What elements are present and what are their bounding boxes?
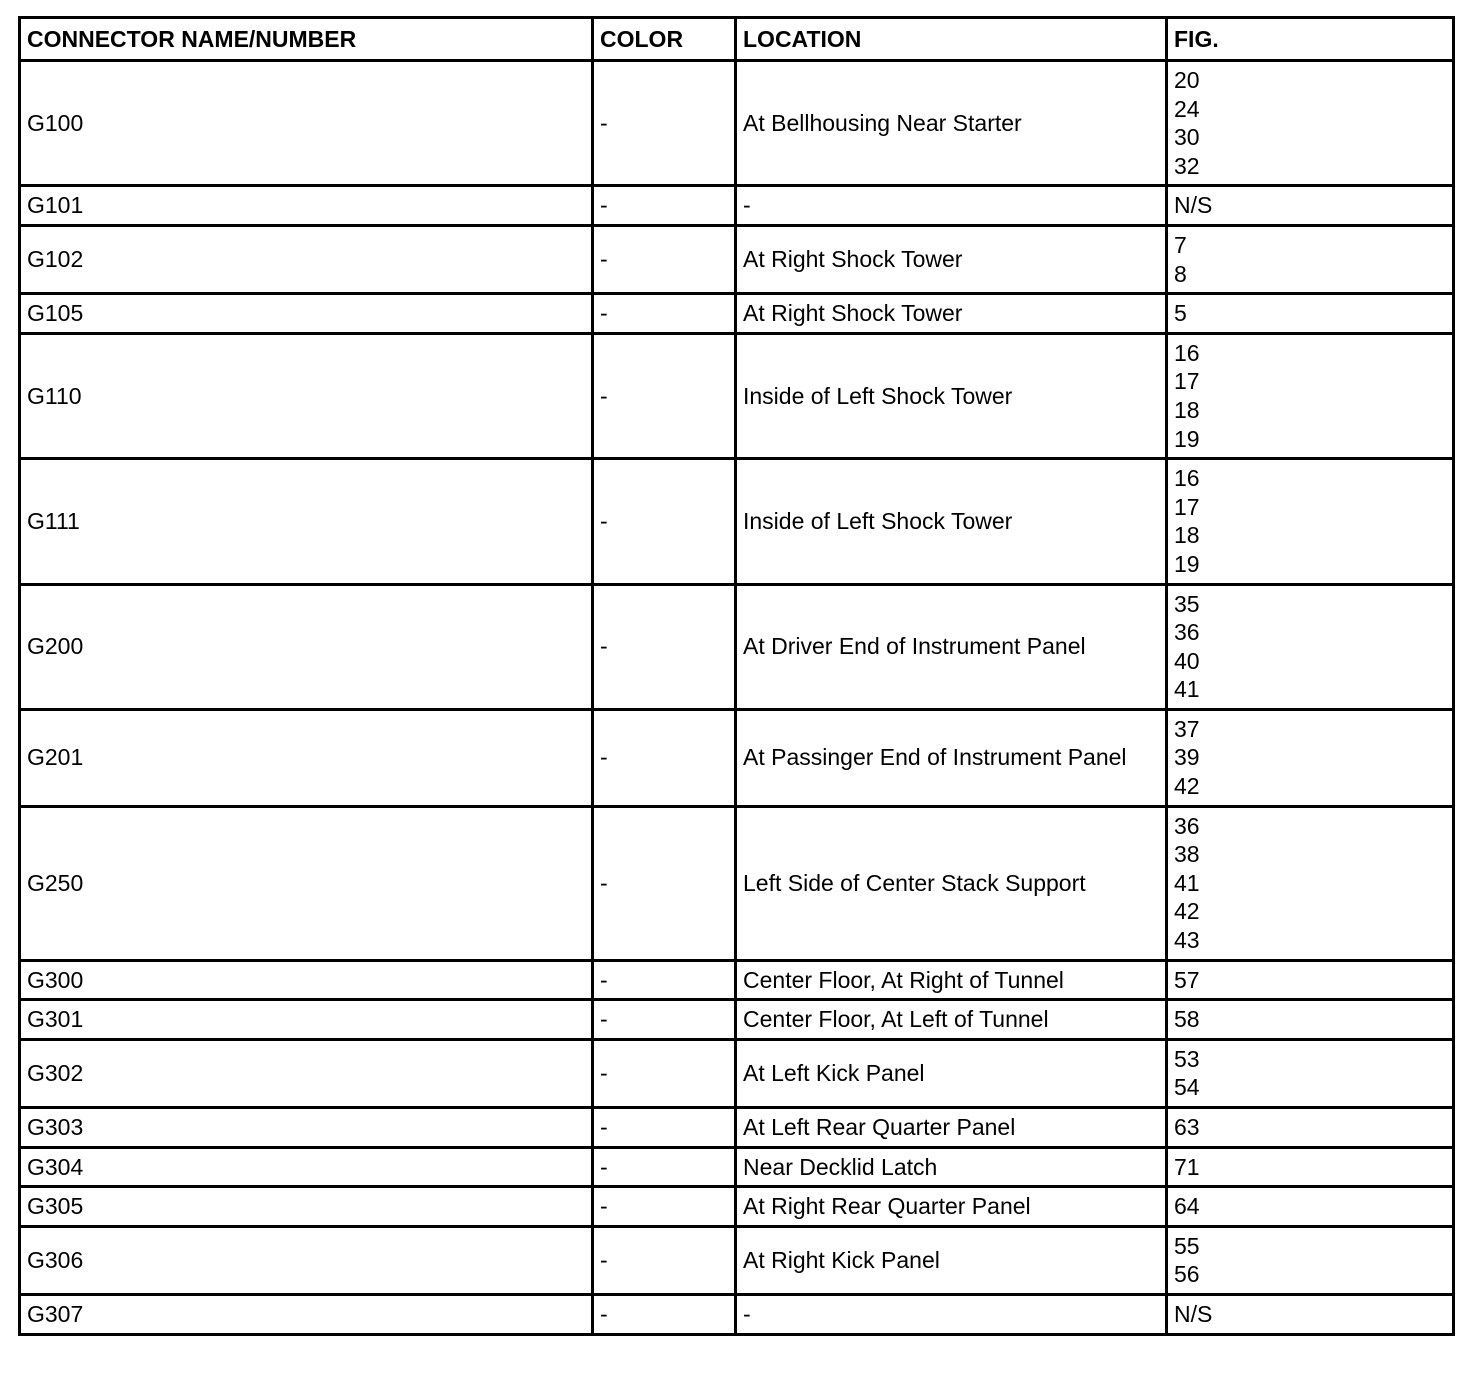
header-fig: FIG.	[1167, 18, 1454, 61]
table-row	[20, 1226, 1454, 1294]
header-color: COLOR	[593, 18, 736, 61]
connector-name-cell: G306	[20, 1226, 593, 1294]
fig-number: 54	[1174, 1074, 1200, 1101]
fig-cell	[1167, 61, 1454, 186]
fig-number: 36	[1174, 812, 1200, 839]
connector-name-cell: G110	[20, 333, 593, 458]
color-cell: -	[593, 1039, 736, 1107]
location-cell: Inside of Left Shock Tower	[736, 459, 1167, 584]
fig-cell	[1167, 459, 1454, 584]
location-cell: At Bellhousing Near Starter	[736, 61, 1167, 186]
fig-number: 38	[1174, 841, 1200, 868]
table-header	[20, 18, 1454, 61]
color-cell: -	[593, 459, 736, 584]
table-row	[20, 709, 1454, 806]
location-cell: At Passinger End of Instrument Panel	[736, 709, 1167, 806]
connector-name-cell: G250	[20, 806, 593, 960]
fig-cell	[1167, 186, 1454, 226]
fig-number: 58	[1174, 1006, 1200, 1033]
fig-number: 42	[1174, 898, 1200, 925]
location-cell: At Right Shock Tower	[736, 225, 1167, 293]
location-cell: -	[736, 186, 1167, 226]
fig-number: 30	[1174, 124, 1200, 151]
table-row	[20, 1000, 1454, 1040]
fig-number: 32	[1174, 152, 1200, 179]
fig-number: 19	[1174, 550, 1200, 577]
connector-name-cell: G307	[20, 1294, 593, 1334]
color-cell: -	[593, 333, 736, 458]
fig-number: 18	[1174, 396, 1200, 423]
fig-number: 24	[1174, 95, 1200, 122]
color-cell: -	[593, 186, 736, 226]
location-cell: Near Decklid Latch	[736, 1147, 1167, 1187]
fig-cell	[1167, 960, 1454, 1000]
connector-name-cell: G300	[20, 960, 593, 1000]
fig-cell	[1167, 584, 1454, 709]
color-cell: -	[593, 1147, 736, 1187]
fig-number: 64	[1174, 1193, 1200, 1220]
location-cell: Inside of Left Shock Tower	[736, 333, 1167, 458]
fig-number: N/S	[1174, 192, 1213, 219]
fig-number: 53	[1174, 1045, 1200, 1072]
fig-cell	[1167, 709, 1454, 806]
connector-name-cell: G101	[20, 186, 593, 226]
fig-number: 42	[1174, 773, 1200, 800]
table-row	[20, 186, 1454, 226]
color-cell: -	[593, 1226, 736, 1294]
fig-cell	[1167, 1108, 1454, 1148]
color-cell: -	[593, 294, 736, 334]
fig-cell	[1167, 1187, 1454, 1227]
fig-cell	[1167, 1000, 1454, 1040]
fig-cell	[1167, 225, 1454, 293]
color-cell: -	[593, 225, 736, 293]
table-row	[20, 1039, 1454, 1107]
connector-name-cell: G111	[20, 459, 593, 584]
fig-number: 40	[1174, 647, 1200, 674]
location-cell: At Driver End of Instrument Panel	[736, 584, 1167, 709]
location-cell: At Right Rear Quarter Panel	[736, 1187, 1167, 1227]
fig-number: 55	[1174, 1232, 1200, 1259]
header-connector-name: CONNECTOR NAME/NUMBER	[20, 18, 593, 61]
fig-cell	[1167, 806, 1454, 960]
fig-number: 43	[1174, 927, 1200, 954]
table-row	[20, 1147, 1454, 1187]
table-row	[20, 294, 1454, 334]
table-row	[20, 806, 1454, 960]
fig-number: 17	[1174, 493, 1200, 520]
table-row	[20, 333, 1454, 458]
fig-cell	[1167, 294, 1454, 334]
fig-number: 18	[1174, 522, 1200, 549]
color-cell: -	[593, 709, 736, 806]
color-cell: -	[593, 1000, 736, 1040]
fig-number: 7	[1174, 231, 1187, 258]
fig-cell	[1167, 1147, 1454, 1187]
fig-cell	[1167, 333, 1454, 458]
fig-number: 17	[1174, 368, 1200, 395]
table-row	[20, 1187, 1454, 1227]
location-cell: Center Floor, At Right of Tunnel	[736, 960, 1167, 1000]
color-cell: -	[593, 806, 736, 960]
fig-cell	[1167, 1039, 1454, 1107]
color-cell: -	[593, 1108, 736, 1148]
connector-name-cell: G100	[20, 61, 593, 186]
fig-number: 41	[1174, 869, 1200, 896]
connector-table	[18, 16, 1455, 1336]
location-cell: At Left Rear Quarter Panel	[736, 1108, 1167, 1148]
fig-number: 57	[1174, 966, 1200, 993]
table-body	[20, 61, 1454, 1335]
fig-number: 39	[1174, 744, 1200, 771]
location-cell: At Right Shock Tower	[736, 294, 1167, 334]
connector-name-cell: G105	[20, 294, 593, 334]
table-row	[20, 61, 1454, 186]
table-row	[20, 225, 1454, 293]
connector-name-cell: G200	[20, 584, 593, 709]
location-cell: Center Floor, At Left of Tunnel	[736, 1000, 1167, 1040]
connector-name-cell: G305	[20, 1187, 593, 1227]
color-cell: -	[593, 1187, 736, 1227]
fig-number: 35	[1174, 590, 1200, 617]
table-row	[20, 1294, 1454, 1334]
connector-name-cell: G304	[20, 1147, 593, 1187]
connector-name-cell: G102	[20, 225, 593, 293]
table-row	[20, 584, 1454, 709]
fig-number: 36	[1174, 619, 1200, 646]
connector-name-cell: G303	[20, 1108, 593, 1148]
location-cell: Left Side of Center Stack Support	[736, 806, 1167, 960]
fig-number: 8	[1174, 260, 1187, 287]
table-row	[20, 960, 1454, 1000]
connector-name-cell: G302	[20, 1039, 593, 1107]
fig-number: 56	[1174, 1261, 1200, 1288]
color-cell: -	[593, 61, 736, 186]
location-cell: At Right Kick Panel	[736, 1226, 1167, 1294]
fig-cell	[1167, 1226, 1454, 1294]
fig-cell	[1167, 1294, 1454, 1334]
header-row	[20, 18, 1454, 61]
fig-number: 37	[1174, 715, 1200, 742]
location-cell: -	[736, 1294, 1167, 1334]
fig-number: 16	[1174, 339, 1200, 366]
table-row	[20, 1108, 1454, 1148]
color-cell: -	[593, 584, 736, 709]
fig-number: 19	[1174, 425, 1200, 452]
header-location: LOCATION	[736, 18, 1167, 61]
fig-number: 63	[1174, 1114, 1200, 1140]
fig-number: 16	[1174, 465, 1200, 492]
fig-number: 41	[1174, 676, 1200, 703]
table-row	[20, 459, 1454, 584]
color-cell: -	[593, 1294, 736, 1334]
fig-number: 71	[1174, 1153, 1200, 1180]
fig-number: N/S	[1174, 1300, 1213, 1327]
connector-name-cell: G201	[20, 709, 593, 806]
location-cell: At Left Kick Panel	[736, 1039, 1167, 1107]
connector-name-cell: G301	[20, 1000, 593, 1040]
fig-number: 20	[1174, 67, 1200, 93]
fig-number: 5	[1174, 300, 1187, 327]
color-cell: -	[593, 960, 736, 1000]
